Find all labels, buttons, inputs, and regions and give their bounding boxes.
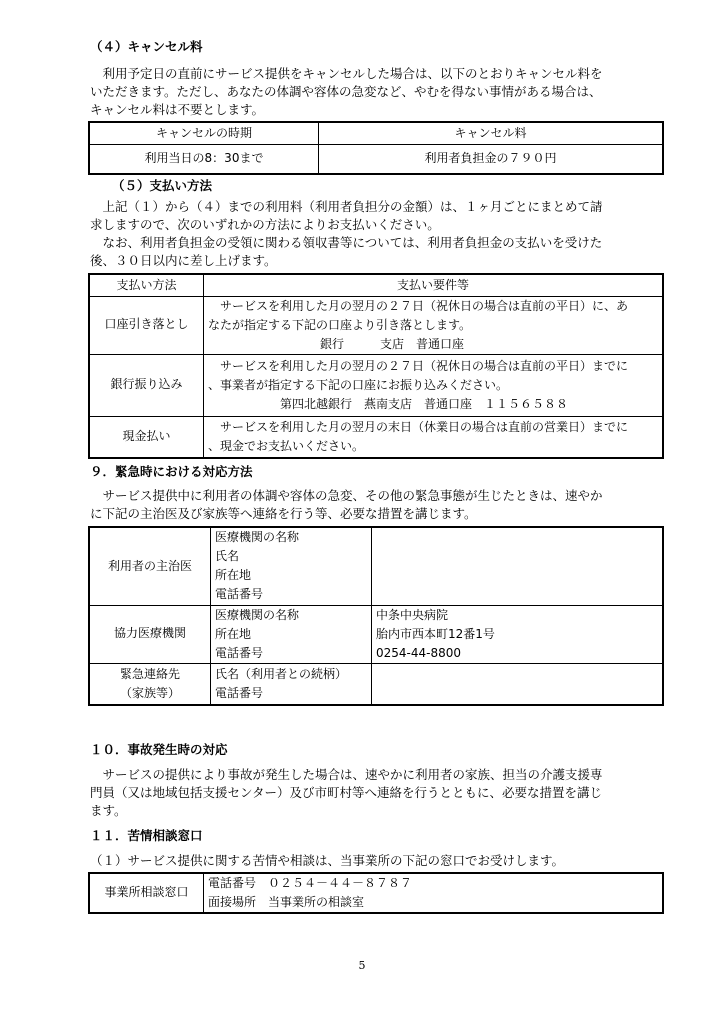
table-cell: 医療機関の名称 氏名 所在地 電話番号 (211, 527, 372, 605)
table-cell: 医療機関の名称 所在地 電話番号 (211, 605, 372, 663)
table-cell: 協力医療機関 (89, 605, 211, 663)
table-header: キャンセル料 (319, 122, 664, 144)
table-cell: 事業所相談窓口 (89, 873, 204, 913)
emergency-table (88, 526, 664, 706)
payment-paragraph: 上記（１）から（４）までの利用料（利用者負担分の金額）は、１ヶ月ごとにまとめて請 求しますので、次のいずれかの方法によりお支払いください。 なお、利用者負担金の受領に関わる領収書等については、利用者負担金の支払いを受けた 後、３０日以内に差し上げます。 (90, 199, 603, 268)
table-cell (372, 527, 664, 605)
payment-heading: （５）支払い方法 (112, 178, 213, 193)
complaints-table (88, 872, 664, 914)
table-cell: サービスを利用した月の翌月の末日（休業日の場合は直前の営業日）までに 、現金でお支払いください。 (204, 416, 664, 458)
payment-table (88, 273, 664, 459)
table-cell: 現金払い (89, 416, 204, 458)
table-cell: サービスを利用した月の翌月の２７日（祝休日の場合は直前の平日）までに 、事業者が指定する下記の口座にお振り込みください。 第四北越銀行 燕南支店 普通口座 １１５６５８８ (204, 354, 664, 416)
table-cell: 銀行振り込み (89, 354, 204, 416)
table-cell: 電話番号 ０２５４－４４－８７８７ 面接場所 当事業所の相談室 (204, 873, 664, 913)
table-header: 支払い方法 (89, 274, 204, 296)
accident-paragraph: サービスの提供により事故が発生した場合は、速やかに利用者の家族、担当の介護支援専 門員（又は地域包括支援センター）及び市町村等へ連絡を行うとともに、必要な措置を講じ ます。 (90, 767, 603, 818)
table-header: 支払い要件等 (204, 274, 664, 296)
cancel-paragraph: 利用予定日の直前にサービス提供をキャンセルした場合は、以下のとおりキャンセル料を いただきます。ただし、あなたの体調や容体の急変など、やむを得ない事情がある場合は、 キャンセル料は不要とします。 (90, 66, 603, 117)
table-header: キャンセルの時期 (89, 122, 319, 144)
page-number: 5 (358, 959, 366, 972)
table-cell: 利用当日の8：30まで (89, 144, 319, 174)
complaints-paragraph: （１）サービス提供に関する苦情や相談は、当事業所の下記の窓口でお受けします。 (90, 853, 565, 868)
table-cell: 利用者負担金の７９０円 (319, 144, 664, 174)
complaints-heading: １１．苦情相談窓口 (90, 828, 203, 843)
cancel-table (88, 121, 664, 175)
emergency-paragraph: サービス提供中に利用者の体調や容体の急変、その他の緊急事態が生じたときは、速やか に下記の主治医及び家族等へ連絡を行う等、必要な措置を講じます。 (90, 488, 603, 521)
accident-heading: １０．事故発生時の対応 (90, 742, 228, 757)
table-cell: 利用者の主治医 (89, 527, 211, 605)
table-cell (372, 663, 664, 705)
cancel-heading: （４）キャンセル料 (90, 39, 203, 54)
emergency-heading: ９．緊急時における対応方法 (90, 464, 253, 479)
table-cell: 氏名（利用者との続柄） 電話番号 (211, 663, 372, 705)
table-cell: 中条中央病院 胎内市西本町12番1号 0254-44-8800 (372, 605, 664, 663)
table-cell: サービスを利用した月の翌月の２７日（祝休日の場合は直前の平日）に、あ なたが指定する下記の口座より引き落とします。 銀行 支店 普通口座 (204, 296, 664, 354)
table-cell: 緊急連絡先 （家族等） (89, 663, 211, 705)
table-cell: 口座引き落とし (89, 296, 204, 354)
